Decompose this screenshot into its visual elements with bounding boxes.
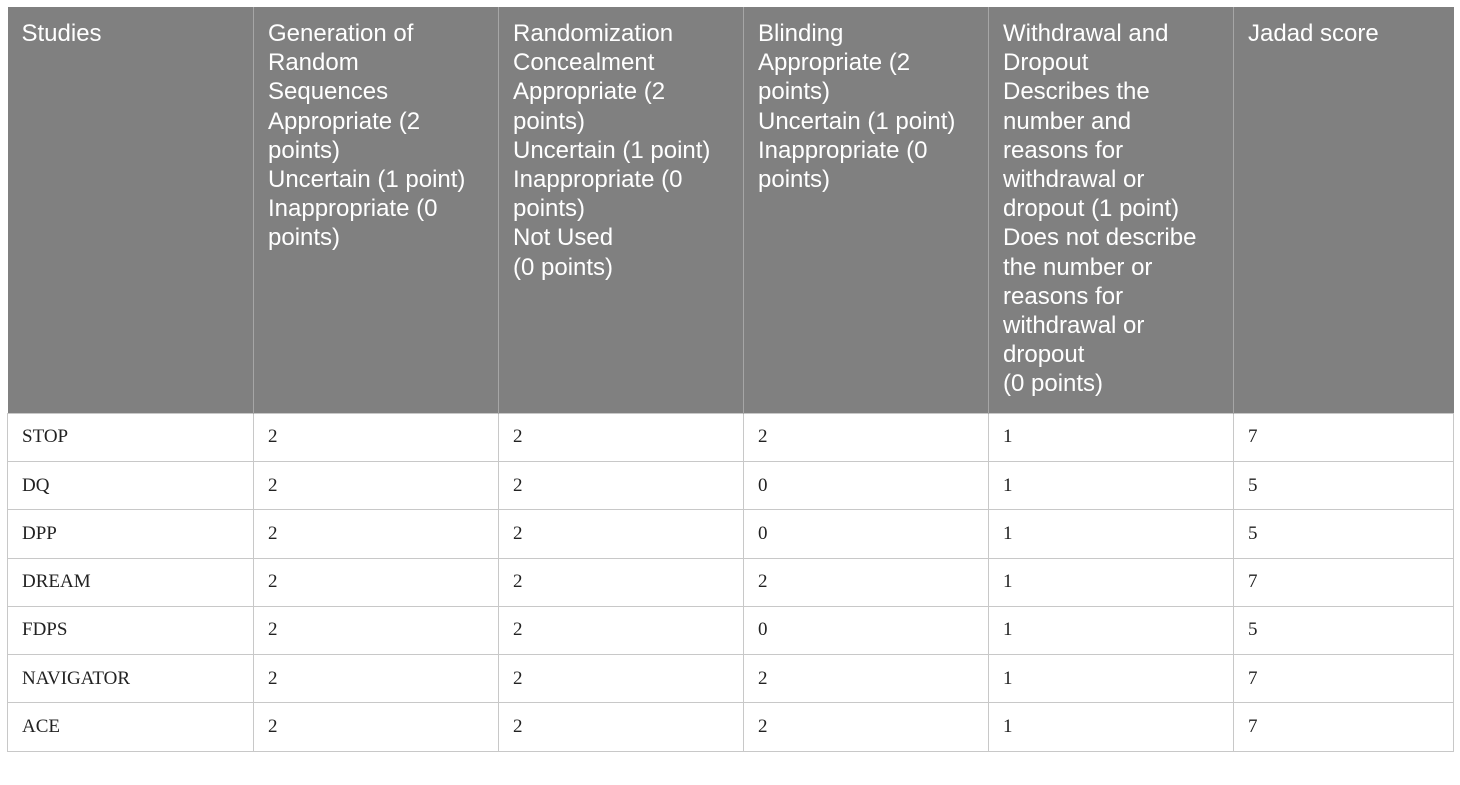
cell-random-sequence: 2 <box>254 413 499 461</box>
cell-random-sequence: 2 <box>254 655 499 703</box>
cell-jadad-score: 7 <box>1234 413 1454 461</box>
cell-withdrawal: 1 <box>989 606 1234 654</box>
cell-study: FDPS <box>8 606 254 654</box>
header-random-sequence-generation: Generation of Random Sequences Appropriate (2 points) Uncertain (1 point) Inappropriate (0 points) <box>254 7 499 413</box>
cell-withdrawal: 1 <box>989 510 1234 558</box>
table-row <box>8 606 1454 654</box>
cell-concealment: 2 <box>499 461 744 509</box>
table-body <box>8 413 1454 751</box>
cell-study: DREAM <box>8 558 254 606</box>
header-blinding: Blinding Appropriate (2 points) Uncertain (1 point) Inappropriate (0 points) <box>744 7 989 413</box>
cell-blinding: 2 <box>744 703 989 751</box>
cell-concealment: 2 <box>499 558 744 606</box>
header-jadad-score: Jadad score <box>1234 7 1454 413</box>
cell-jadad-score: 7 <box>1234 655 1454 703</box>
cell-blinding: 2 <box>744 413 989 461</box>
cell-blinding: 0 <box>744 606 989 654</box>
cell-random-sequence: 2 <box>254 510 499 558</box>
cell-study: NAVIGATOR <box>8 655 254 703</box>
header-withdrawal-dropout: Withdrawal and Dropout Describes the number and reasons for withdrawal or dropout (1 point) Does not describe the number or reasons for withdrawal or dropout (0 points) <box>989 7 1234 413</box>
cell-concealment: 2 <box>499 703 744 751</box>
cell-study: STOP <box>8 413 254 461</box>
header-randomization-concealment: Randomization Concealment Appropriate (2 points) Uncertain (1 point) Inappropriate (0 points) Not Used (0 points) <box>499 7 744 413</box>
cell-jadad-score: 5 <box>1234 606 1454 654</box>
cell-blinding: 2 <box>744 558 989 606</box>
cell-concealment: 2 <box>499 413 744 461</box>
cell-withdrawal: 1 <box>989 461 1234 509</box>
cell-withdrawal: 1 <box>989 413 1234 461</box>
cell-withdrawal: 1 <box>989 703 1234 751</box>
cell-jadad-score: 5 <box>1234 510 1454 558</box>
cell-random-sequence: 2 <box>254 558 499 606</box>
cell-jadad-score: 5 <box>1234 461 1454 509</box>
table-header <box>8 7 1454 413</box>
table-row <box>8 703 1454 751</box>
cell-concealment: 2 <box>499 655 744 703</box>
cell-study: DPP <box>8 510 254 558</box>
cell-random-sequence: 2 <box>254 606 499 654</box>
cell-random-sequence: 2 <box>254 461 499 509</box>
jadad-score-table <box>7 7 1454 752</box>
cell-blinding: 2 <box>744 655 989 703</box>
cell-concealment: 2 <box>499 606 744 654</box>
table-row <box>8 413 1454 461</box>
cell-jadad-score: 7 <box>1234 558 1454 606</box>
cell-withdrawal: 1 <box>989 558 1234 606</box>
cell-blinding: 0 <box>744 461 989 509</box>
table-row <box>8 510 1454 558</box>
table-row <box>8 558 1454 606</box>
cell-study: ACE <box>8 703 254 751</box>
cell-random-sequence: 2 <box>254 703 499 751</box>
cell-study: DQ <box>8 461 254 509</box>
header-studies: Studies <box>8 7 254 413</box>
table-row <box>8 461 1454 509</box>
cell-concealment: 2 <box>499 510 744 558</box>
header-row <box>8 7 1454 413</box>
table-row <box>8 655 1454 703</box>
cell-jadad-score: 7 <box>1234 703 1454 751</box>
cell-blinding: 0 <box>744 510 989 558</box>
cell-withdrawal: 1 <box>989 655 1234 703</box>
